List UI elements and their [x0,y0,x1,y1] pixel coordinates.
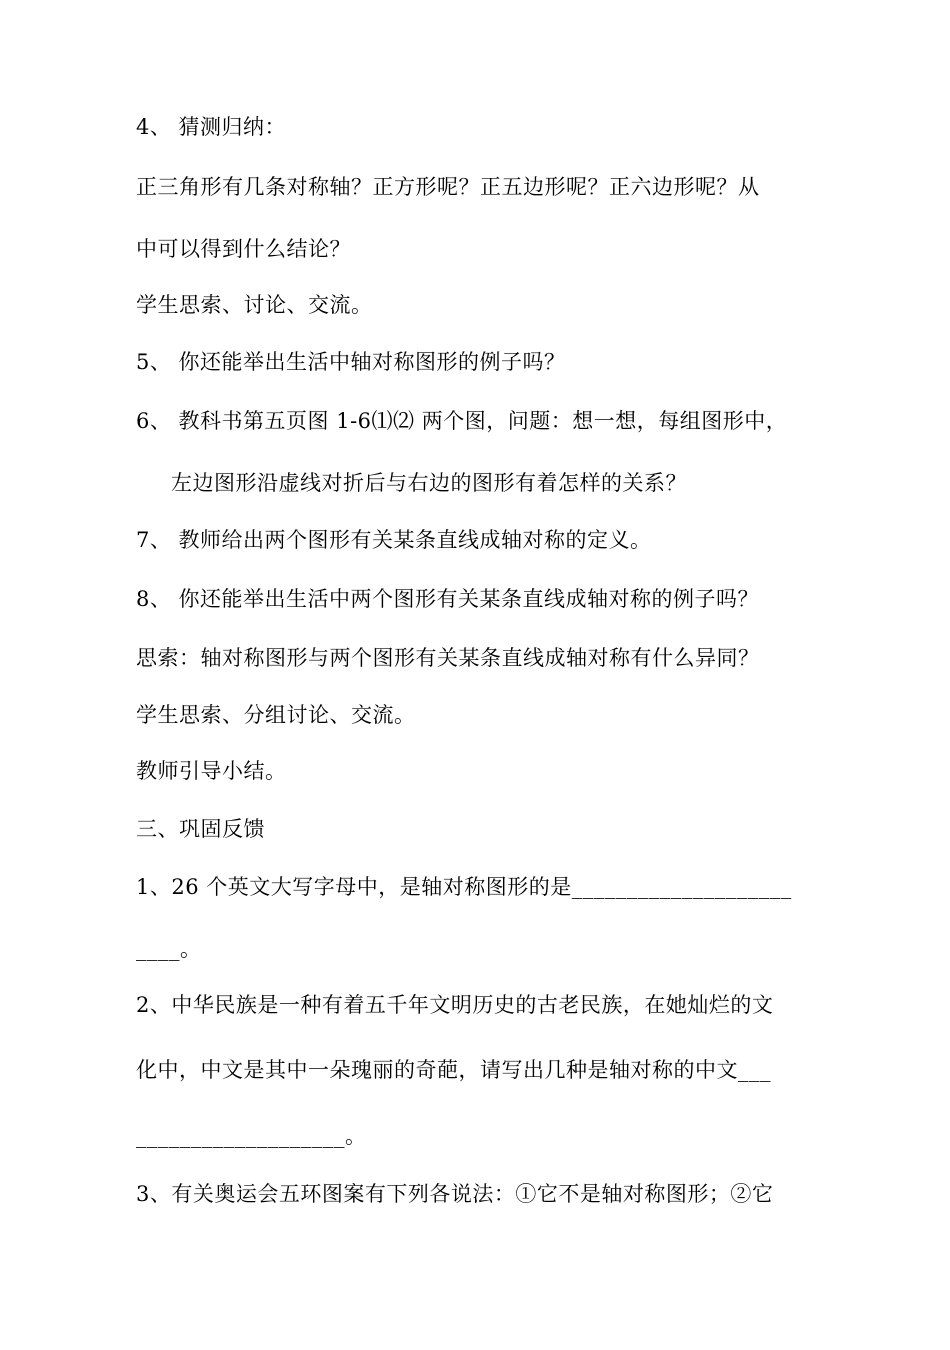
item-5: 5、 你还能举出生活中轴对称图形的例子吗？ [136,350,566,374]
exercise-2-line-2: 化中，中文是其中一朵瑰丽的奇葩，请写出几种是轴对称的中文___ [136,1058,771,1082]
exercise-3-line-1: 3、有关奥运会五环图案有下列各说法：①它不是轴对称图形；②它 [136,1182,774,1206]
exercise-2-line-3: ___________________。 [136,1124,367,1148]
teacher-summary: 教师引导小结。 [136,759,287,783]
group-discussion: 学生思索、分组讨论、交流。 [136,703,416,727]
section-heading-practice: 三、巩固反馈 [136,817,265,841]
item-4-question-line-2: 中可以得到什么结论？ [136,237,351,261]
item-6-line-1: 6、 教科书第五页图 1-6⑴⑵ 两个图，问题：想一想，每组图形中， [136,409,788,433]
exercise-1-line-2: ____。 [136,937,202,961]
item-4-heading: 4、 猜测归纳： [136,115,287,139]
reflection-question: 思索：轴对称图形与两个图形有关某条直线成轴对称有什么异同？ [136,646,760,670]
item-8: 8、 你还能举出生活中两个图形有关某条直线成轴对称的例子吗？ [136,587,760,611]
exercise-2-line-1: 2、中华民族是一种有着五千年文明历史的古老民族，在她灿烂的文 [136,993,774,1017]
exercise-1-line-1: 1、26 个英文大写字母中，是轴对称图形的是____________________ [136,875,792,899]
item-7: 7、 教师给出两个图形有关某条直线成轴对称的定义。 [136,528,652,552]
item-4-activity: 学生思索、讨论、交流。 [136,293,373,317]
item-6-line-2: 左边图形沿虚线对折后与右边的图形有着怎样的关系？ [171,471,687,495]
item-4-question-line-1: 正三角形有几条对称轴？正方形呢？正五边形呢？正六边形呢？从 [136,175,760,199]
